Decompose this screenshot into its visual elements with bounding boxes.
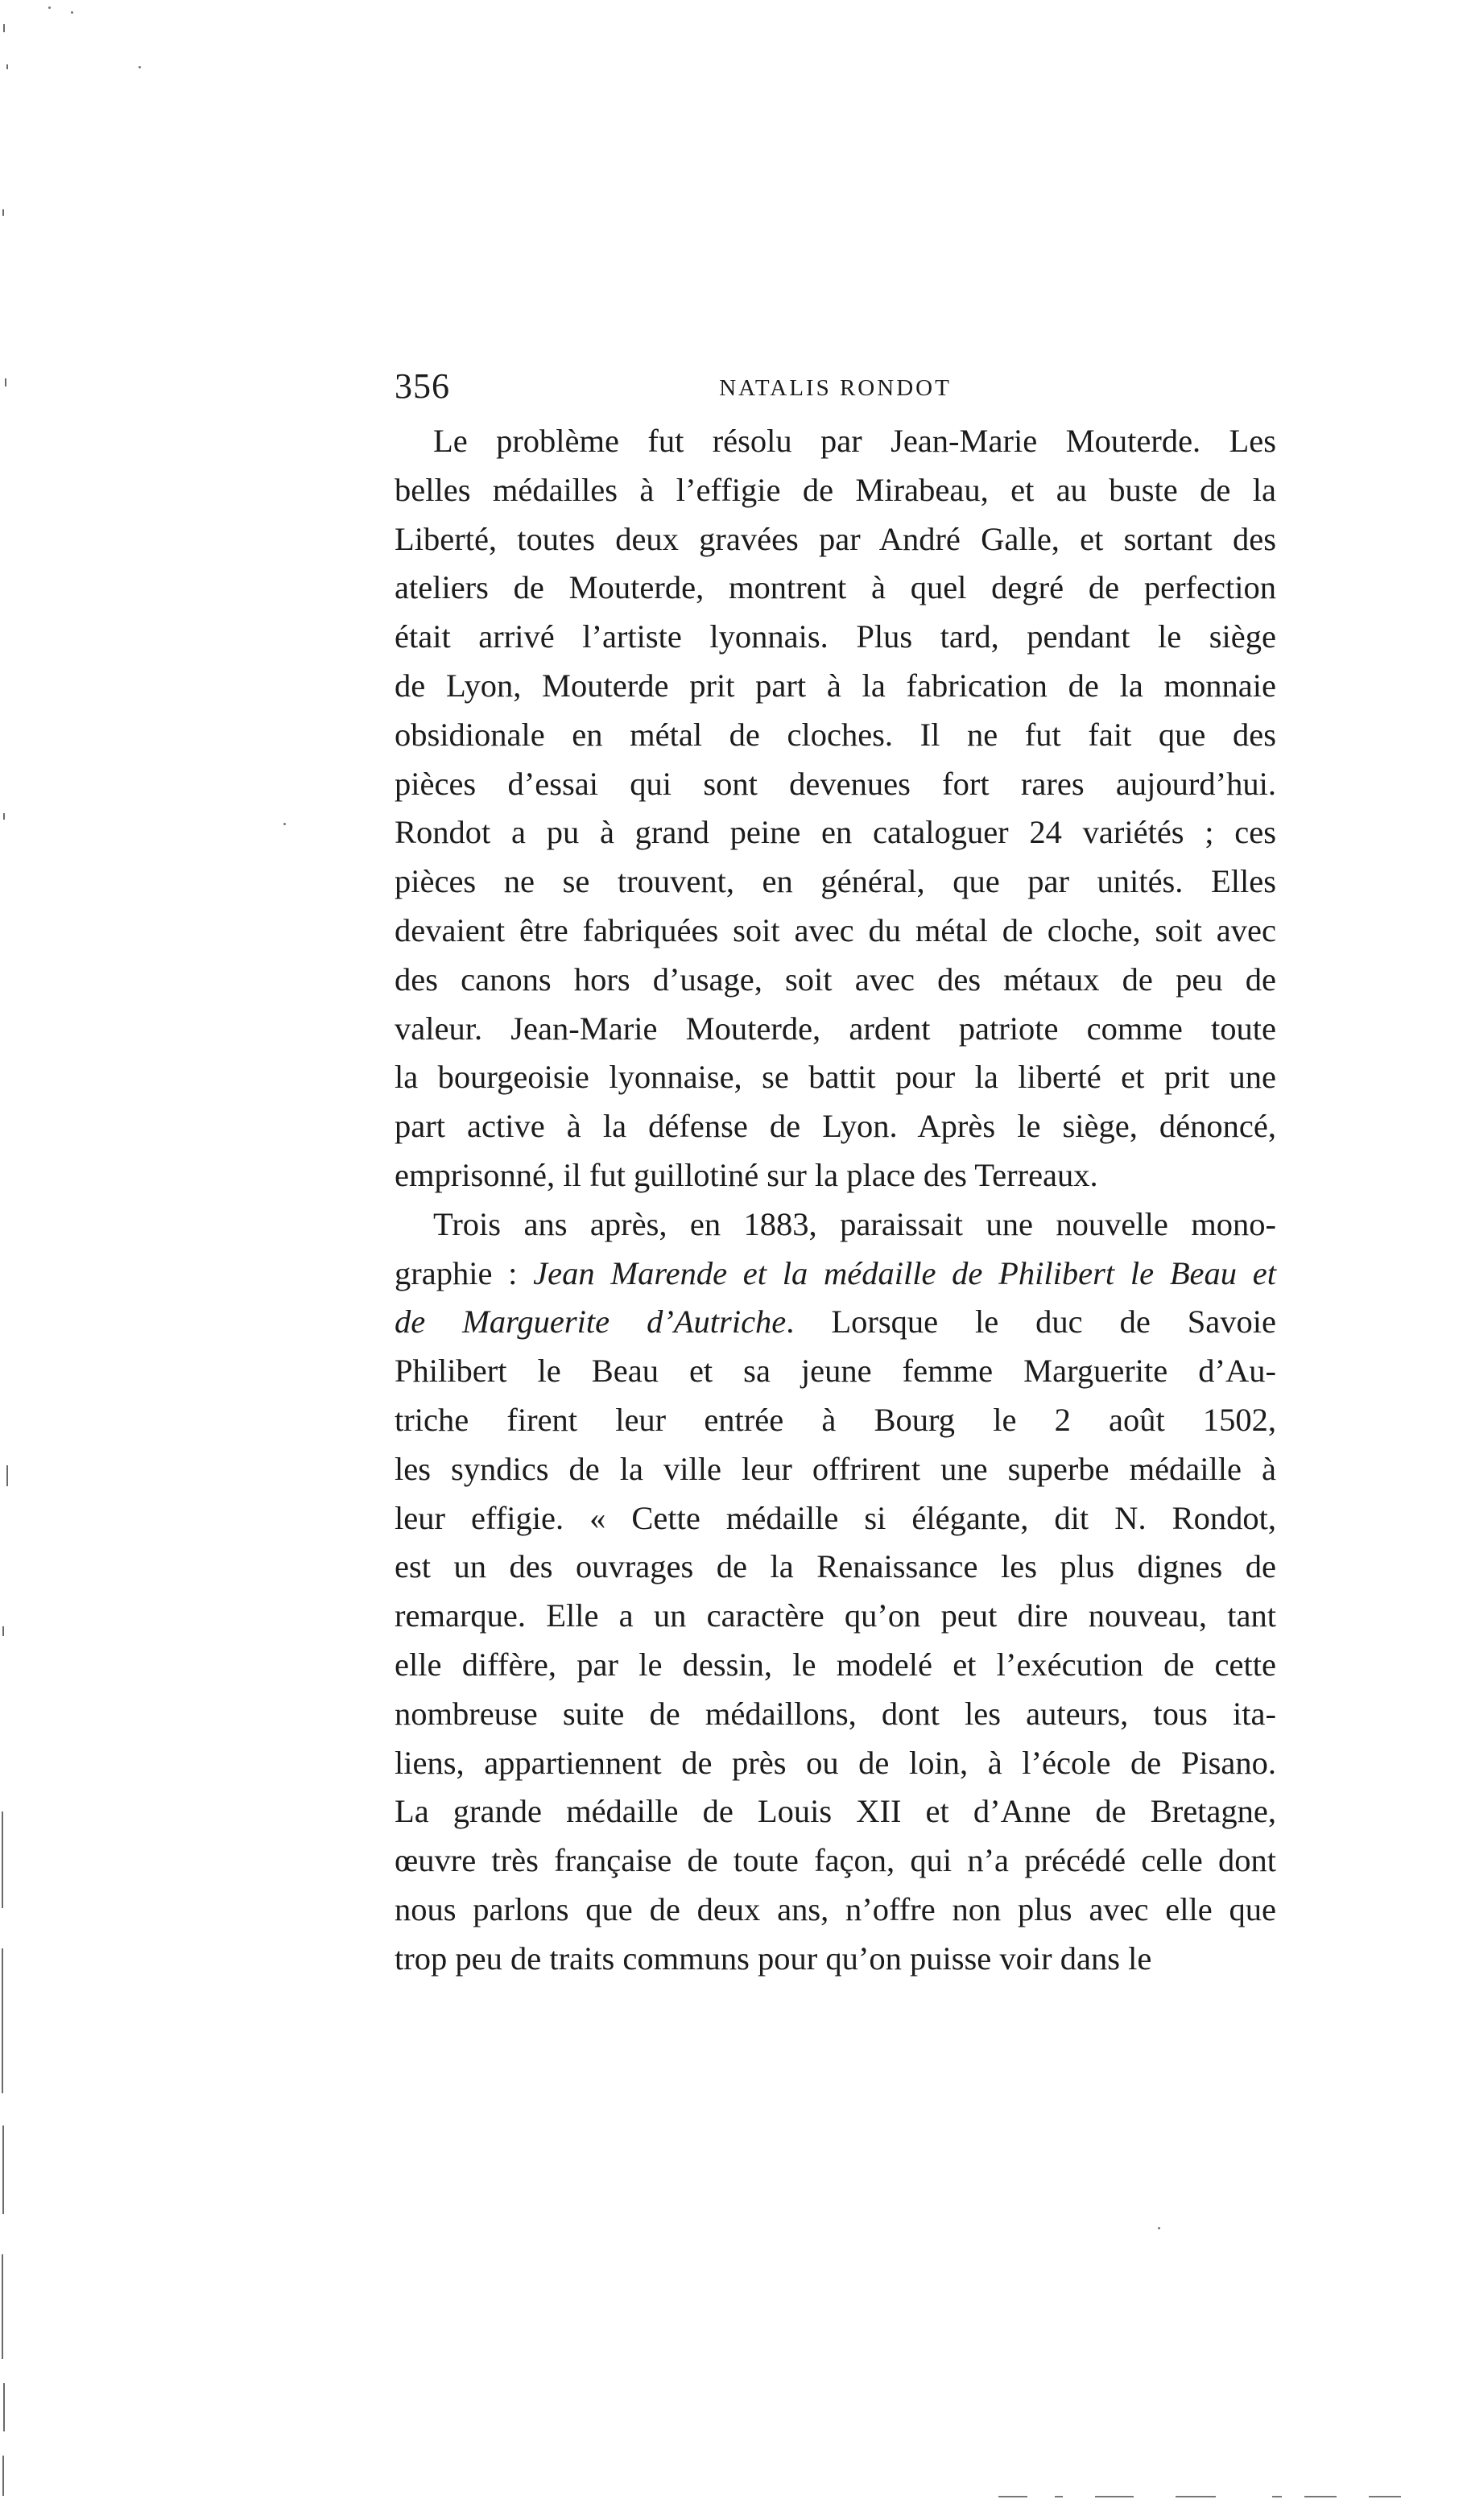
- text-line: ateliers de Mouterde, montrent à quel degré de perfection: [395, 569, 1276, 606]
- body-text: [395, 417, 1276, 1984]
- text-line: elle diffère, par le dessin, le modelé et l’exécution de cette: [395, 1646, 1276, 1683]
- text-line: les syndics de la ville leur offrirent une superbe médaille à: [395, 1450, 1276, 1487]
- text-line: pièces d’essai qui sont devenues fort rares aujourd’hui.: [395, 765, 1276, 802]
- text-line: triche firent leur entrée à Bourg le 2 août 1502,: [395, 1401, 1276, 1438]
- bottom-scan-marks: [966, 2496, 1417, 2501]
- text-line: Rondot a pu à grand peine en cataloguer 24 variétés ; ces: [395, 814, 1276, 851]
- scan-speck: [48, 6, 51, 9]
- text-line: Le problème fut résolu par Jean-Marie Mouterde. Les: [433, 423, 1276, 459]
- text-line: est un des ouvrages de la Renaissance les plus dignes de: [395, 1548, 1276, 1585]
- text-line: devaient être fabriquées soit avec du métal de cloche, soit avec: [395, 911, 1276, 948]
- text-line: valeur. Jean-Marie Mouterde, ardent patriote comme toute: [395, 1010, 1276, 1047]
- text-line: nombreuse suite de médaillons, dont les auteurs, tous ita-: [395, 1695, 1276, 1732]
- text-line: trop peu de traits communs pour qu’on puisse voir dans le: [395, 1940, 1152, 1977]
- text-line: liens, appartiennent de près ou de loin, à l’école de Pisano.: [395, 1744, 1276, 1781]
- italic-title: Jean Marende et la médaille de Philibert le Beau et: [533, 1254, 1276, 1291]
- left-margin-scan-marks: [0, 0, 32, 2520]
- page-header: [395, 364, 1276, 409]
- text-line: Trois ans après, en 1883, paraissait une nouvelle mono-: [433, 1205, 1276, 1242]
- italic-title: de Marguerite d’Autriche: [395, 1303, 787, 1341]
- text-line: [395, 1250, 1276, 1299]
- text-line: œuvre très française de toute façon, qui n’a précédé celle dont: [395, 1842, 1276, 1879]
- paragraph: [395, 417, 1276, 1200]
- text-segment: graphie :: [395, 1254, 534, 1291]
- text-line: était arrivé l’artiste lyonnais. Plus tard, pendant le siège: [395, 618, 1276, 655]
- text-line: de Lyon, Mouterde prit part à la fabrication de la monnaie: [395, 667, 1276, 704]
- text-line: obsidionale en métal de cloches. Il ne fut fait que des: [395, 716, 1276, 753]
- text-line: emprisonné, il fut guillotiné sur la place des Terreaux.: [395, 1156, 1098, 1193]
- text-line: pièces ne se trouvent, en général, que par unités. Elles: [395, 863, 1276, 900]
- text-segment: . Lorsque le duc de Savoie: [786, 1303, 1276, 1341]
- scan-speck: [1158, 2227, 1160, 2229]
- running-title: NATALIS RONDOT: [719, 375, 952, 401]
- text-line: [395, 1298, 1276, 1347]
- text-line: des canons hors d’usage, soit avec des métaux de peu de: [395, 960, 1276, 998]
- text-line: nous parlons que de deux ans, n’offre non plus avec elle que: [395, 1890, 1276, 1927]
- page-number: 356: [395, 366, 450, 406]
- paragraph: [395, 1200, 1276, 1984]
- text-line: Philibert le Beau et sa jeune femme Marguerite d’Au-: [395, 1353, 1276, 1390]
- scan-speck: [283, 823, 286, 825]
- text-line: remarque. Elle a un caractère qu’on peut dire nouveau, tant: [395, 1597, 1276, 1634]
- text-line: leur effigie. « Cette médaille si élégante, dit N. Rondot,: [395, 1499, 1276, 1536]
- scan-speck: [71, 11, 73, 14]
- text-line: belles médailles à l’effigie de Mirabeau, et au buste de la: [395, 471, 1276, 508]
- text-line: La grande médaille de Louis XII et d’Anne de Bretagne,: [395, 1793, 1276, 1830]
- text-line: Liberté, toutes deux gravées par André Galle, et sortant des: [395, 520, 1276, 557]
- text-line: la bourgeoisie lyonnaise, se battit pour la liberté et prit une: [395, 1059, 1276, 1096]
- scan-speck: [138, 66, 141, 68]
- text-line: part active à la défense de Lyon. Après le siège, dénoncé,: [395, 1108, 1276, 1145]
